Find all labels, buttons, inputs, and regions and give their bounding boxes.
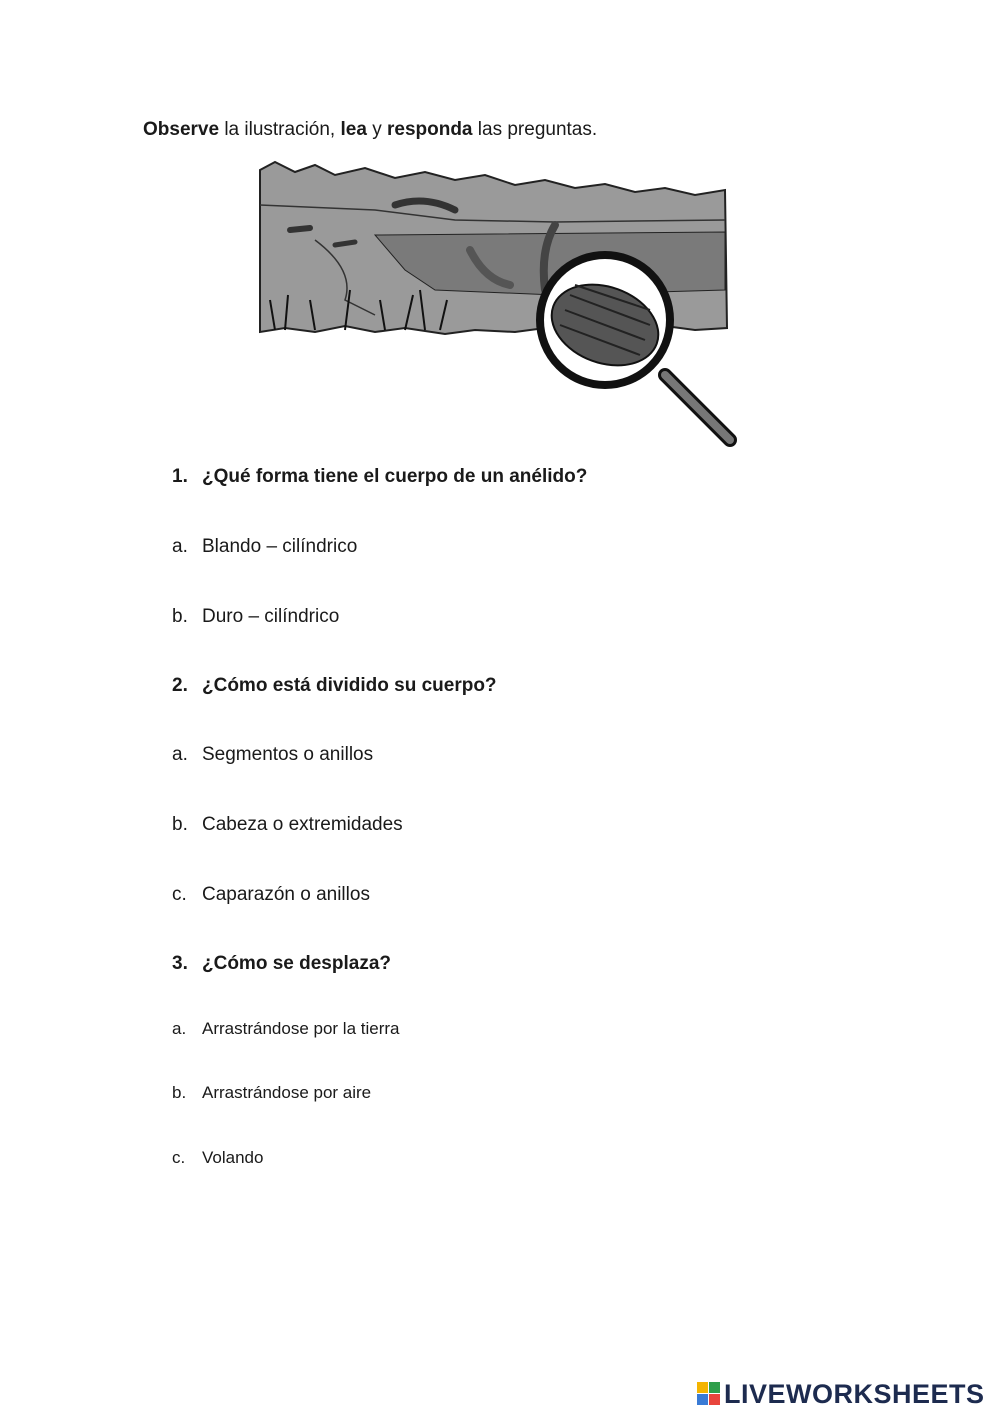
option-letter: b. [172, 1083, 187, 1102]
instruction-text-1: la ilustración, [219, 119, 341, 140]
liveworksheets-brand[interactable] [697, 1376, 985, 1412]
option-1a[interactable] [172, 536, 357, 558]
instruction-text-3: las preguntas. [472, 119, 598, 140]
instruction-observe: Observe [143, 119, 220, 140]
option-letter: c. [172, 1148, 186, 1167]
option-1b[interactable] [172, 606, 339, 628]
option-letter: b. [172, 606, 188, 627]
question-1 [172, 466, 587, 488]
option-letter: a. [172, 536, 188, 557]
liveworksheets-logo-icon [697, 1382, 721, 1406]
question-text: ¿Qué forma tiene el cuerpo de un anélido? [202, 466, 588, 487]
instruction-lea: lea [340, 119, 367, 140]
question-text: ¿Cómo está dividido su cuerpo? [202, 675, 497, 696]
question-number: 1. [172, 466, 188, 487]
option-text: Blando – cilíndrico [202, 536, 358, 557]
option-letter: a. [172, 744, 188, 765]
question-number: 3. [172, 953, 188, 974]
instructions [143, 119, 597, 141]
question-text: ¿Cómo se desplaza? [202, 953, 391, 974]
instruction-responda: responda [386, 119, 473, 140]
brand-name: LIVEWORKSHEETS [724, 1378, 985, 1409]
option-text: Caparazón o anillos [202, 884, 370, 905]
option-2c[interactable] [172, 884, 370, 906]
option-letter: c. [172, 884, 187, 905]
option-3a[interactable] [172, 1019, 399, 1039]
option-text: Arrastrándose por la tierra [202, 1019, 400, 1038]
option-text: Duro – cilíndrico [202, 606, 340, 627]
option-text: Segmentos o anillos [202, 744, 374, 765]
question-number: 2. [172, 675, 188, 696]
option-2a[interactable] [172, 744, 373, 766]
option-text: Cabeza o extremidades [202, 814, 403, 835]
option-letter: a. [172, 1019, 187, 1038]
option-3c[interactable] [172, 1148, 263, 1168]
option-letter: b. [172, 814, 188, 835]
earthworm-illustration [255, 150, 745, 455]
option-2b[interactable] [172, 814, 403, 836]
option-3b[interactable] [172, 1083, 371, 1103]
option-text: Arrastrándose por aire [202, 1083, 372, 1102]
option-text: Volando [202, 1148, 264, 1167]
question-3 [172, 953, 391, 975]
instruction-text-2: y [366, 119, 387, 140]
question-2 [172, 675, 497, 697]
